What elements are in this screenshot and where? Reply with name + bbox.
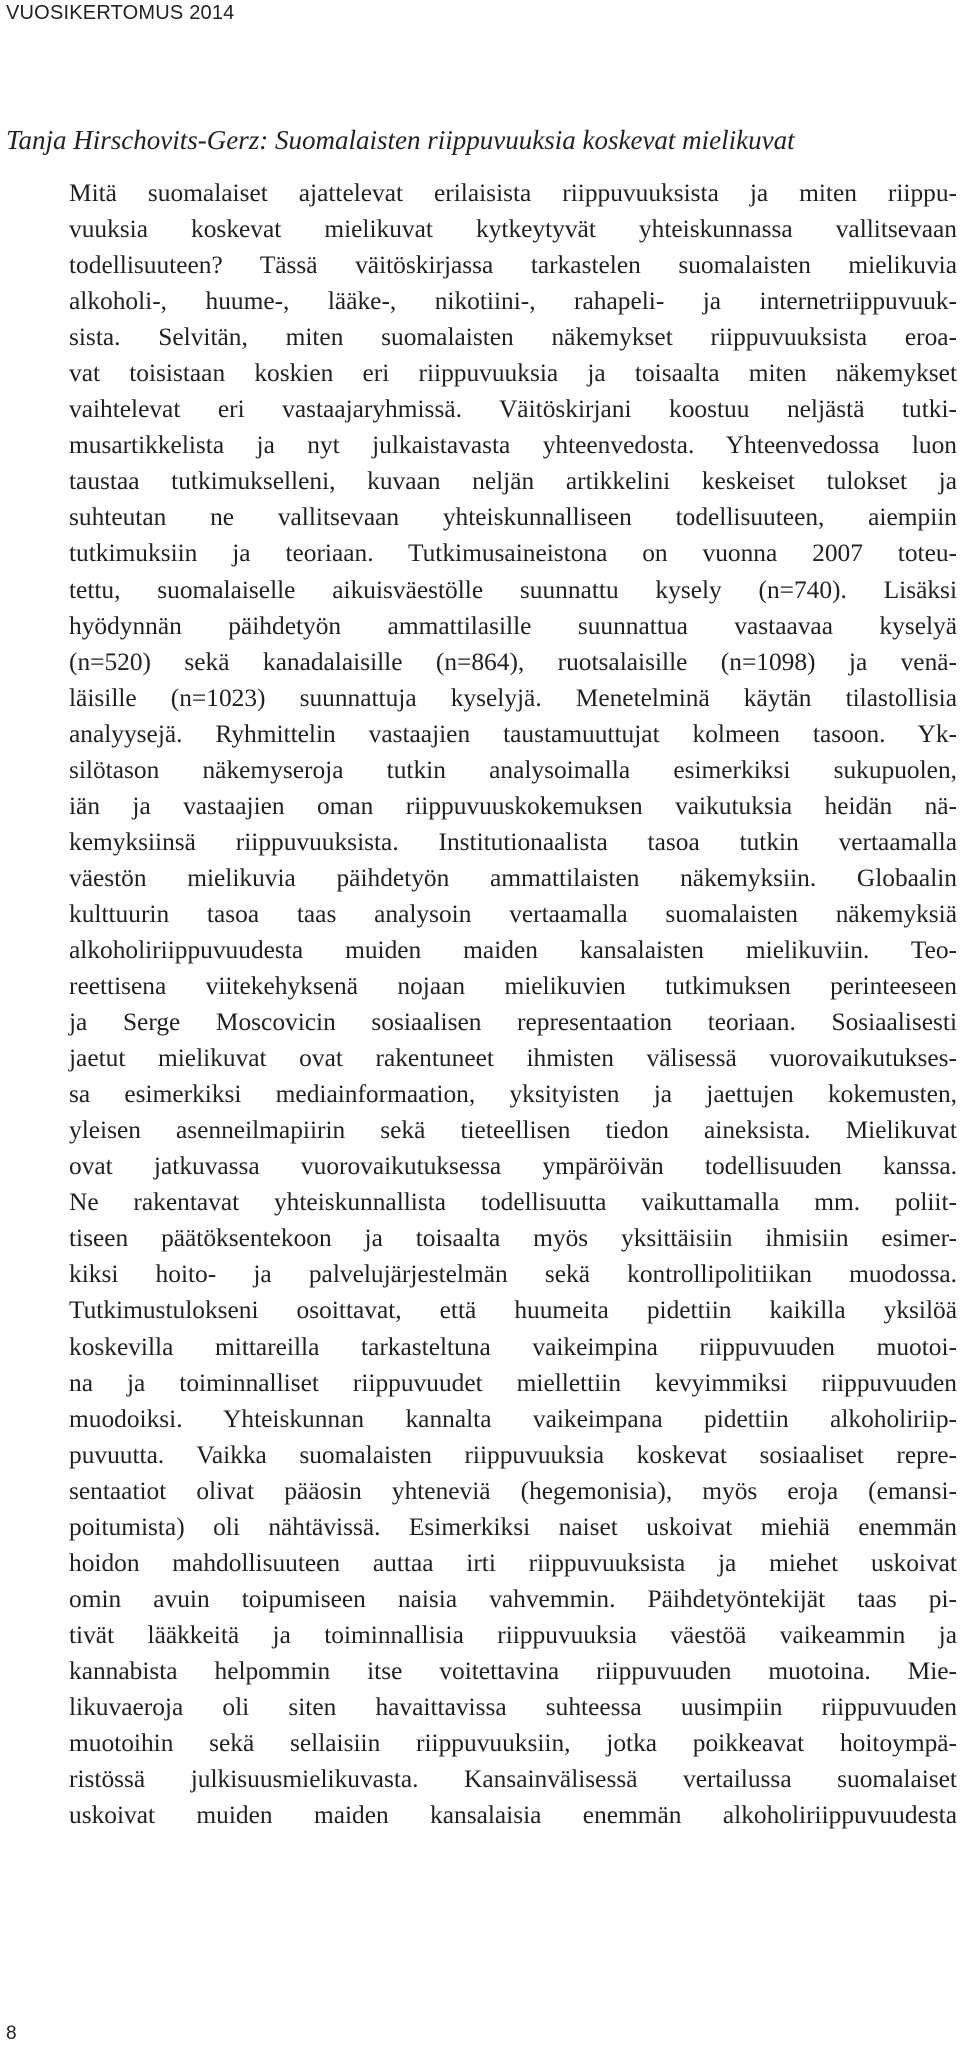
body-text-line: kiksi hoito- ja palvelujärjestelmän sekä kontrollipolitiikan muodossa.: [69, 1260, 957, 1289]
body-text-line: sentaatiot olivat pääosin yhteneviä (hegemonisia), myös eroja (emansi-: [69, 1476, 957, 1505]
body-text-line: omin avuin toipumiseen naisia vahvemmin. Päihdetyöntekijät taas pi-: [69, 1584, 957, 1613]
body-text-line: ristössä julkisuusmielikuvasta. Kansainvälisessä vertailussa suomalaiset: [69, 1765, 957, 1794]
body-text-line: iän ja vastaajien oman riippuvuuskokemuksen vaikutuksia heidän nä-: [69, 791, 957, 820]
body-text-line: Tutkimustulokseni osoittavat, että huumeita pidettiin kaikilla yksilöä: [69, 1296, 957, 1325]
body-text-line: muodoiksi. Yhteiskunnan kannalta vaikeimpana pidettiin alkoholiriip-: [69, 1404, 957, 1433]
body-text-line: kulttuurin tasoa taas analysoin vertaamalla suomalaisten näkemyksiä: [69, 899, 957, 928]
body-text-line: alkoholiriippuvuudesta muiden maiden kansalaisten mielikuviin. Teo-: [69, 935, 957, 964]
body-text-line: Mitä suomalaiset ajattelevat erilaisista riippuvuuksista ja miten riippu-: [69, 179, 957, 207]
body-text-line: (n=520) sekä kanadalaisille (n=864), ruotsalaisille (n=1098) ja venä-: [69, 647, 957, 676]
body-text-line: kemyksiinsä riippuvuuksista. Institutionaalista tasoa tutkin vertaamalla: [69, 827, 957, 856]
body-text-line: tiseen päätöksentekoon ja toisaalta myös yksittäisiin ihmisiin esimer-: [69, 1224, 957, 1253]
body-text-line: vaihtelevat eri vastaajaryhmissä. Väitöskirjani koostuu neljästä tutki-: [69, 395, 957, 424]
body-text-line: silötason näkemyseroja tutkin analysoimalla esimerkiksi sukupuolen,: [69, 755, 957, 784]
page-number: 8: [6, 2023, 17, 2044]
body-text-line: vat toisistaan koskien eri riippuvuuksia ja toisaalta miten näkemykset: [69, 359, 957, 388]
body-text-line: sista. Selvitän, miten suomalaisten näkemykset riippuvuuksista eroa-: [69, 323, 957, 352]
body-text-line: analyysejä. Ryhmittelin vastaajien taustamuuttujat kolmeen tasoon. Yk-: [69, 719, 957, 748]
body-text-line: musartikkelista ja nyt julkaistavasta yhteenvedosta. Yhteenvedossa luon: [69, 431, 957, 460]
article-title: Tanja Hirschovits-Gerz: Suomalaisten riippuvuuksia koskevat mielikuvat: [6, 125, 795, 155]
body-text-line: hoidon mahdollisuuteen auttaa irti riippuvuuksista ja miehet uskoivat: [69, 1548, 957, 1577]
body-text-line: poitumista) oli nähtävissä. Esimerkiksi naiset uskoivat miehiä enemmän: [69, 1512, 957, 1541]
body-text-line: puvuutta. Vaikka suomalaisten riippuvuuksia koskevat sosiaaliset repre-: [69, 1440, 957, 1469]
body-text-line: läisille (n=1023) suunnattuja kyselyjä. Menetelminä käytän tilastollisia: [69, 683, 957, 712]
body-text-line: kannabista helpommin itse voitettavina riippuvuuden muotoina. Mie-: [69, 1656, 957, 1685]
body-text-line: muotoihin sekä sellaisiin riippuvuuksiin, jotka poikkeavat hoitoympä-: [69, 1729, 957, 1758]
body-text-line: likuvaeroja oli siten havaittavissa suhteessa uusimpiin riippuvuuden: [69, 1692, 957, 1721]
body-text-line: yleisen asenneilmapiirin sekä tieteellisen tiedon aineksista. Mielikuvat: [69, 1116, 957, 1145]
body-text-line: reettisena viitekehyksenä nojaan mielikuvien tutkimuksen perinteeseen: [69, 972, 957, 1001]
article-body: [69, 175, 957, 1833]
body-text-line: koskevilla mittareilla tarkasteltuna vaikeimpina riippuvuuden muotoi-: [69, 1332, 957, 1361]
body-text-line: tivät lääkkeitä ja toiminnallisia riippuvuuksia väestöä vaikeammin ja: [69, 1620, 957, 1649]
body-text-line: ovat jatkuvassa vuorovaikutuksessa ympäröivän todellisuuden kanssa.: [69, 1152, 957, 1181]
body-text-line: vuuksia koskevat mielikuvat kytkeytyvät yhteiskunnassa vallitsevaan: [69, 215, 957, 244]
body-text-line: väestön mielikuvia päihdetyön ammattilaisten näkemyksiin. Globaalin: [69, 863, 957, 892]
body-text-line: ja Serge Moscovicin sosiaalisen representaation teoriaan. Sosiaalisesti: [69, 1008, 957, 1037]
body-text-line: uskoivat muiden maiden kansalaisia enemmän alkoholiriippuvuudesta: [69, 1801, 957, 1830]
body-text-line: na ja toiminnalliset riippuvuudet miellettiin kevyimmiksi riippuvuuden: [69, 1368, 957, 1397]
body-text-line: Ne rakentavat yhteiskunnallista todellisuutta vaikuttamalla mm. poliit-: [69, 1188, 957, 1217]
body-text-line: tutkimuksiin ja teoriaan. Tutkimusaineistona on vuonna 2007 toteu-: [69, 539, 957, 568]
body-text-line: jaetut mielikuvat ovat rakentuneet ihmisten välisessä vuorovaikutukses-: [69, 1044, 957, 1073]
body-text-line: suhteutan ne vallitsevaan yhteiskunnalliseen todellisuuteen, aiempiin: [69, 503, 957, 532]
body-text-line: alkoholi-, huume-, lääke-, nikotiini-, rahapeli- ja internetriippuvuuk-: [69, 287, 957, 316]
body-text-line: taustaa tutkimukselleni, kuvaan neljän artikkelini keskeiset tulokset ja: [69, 467, 957, 496]
body-text-line: sa esimerkiksi mediainformaation, yksityisten ja jaettujen kokemusten,: [69, 1080, 957, 1109]
body-text-line: tettu, suomalaiselle aikuisväestölle suunnattu kysely (n=740). Lisäksi: [69, 575, 957, 604]
body-text-line: hyödynnän päihdetyön ammattilasille suunnattua vastaavaa kyselyä: [69, 611, 957, 640]
running-header: VUOSIKERTOMUS 2014: [6, 2, 235, 24]
body-text-line: todellisuuteen? Tässä väitöskirjassa tarkastelen suomalaisten mielikuvia: [69, 251, 957, 280]
